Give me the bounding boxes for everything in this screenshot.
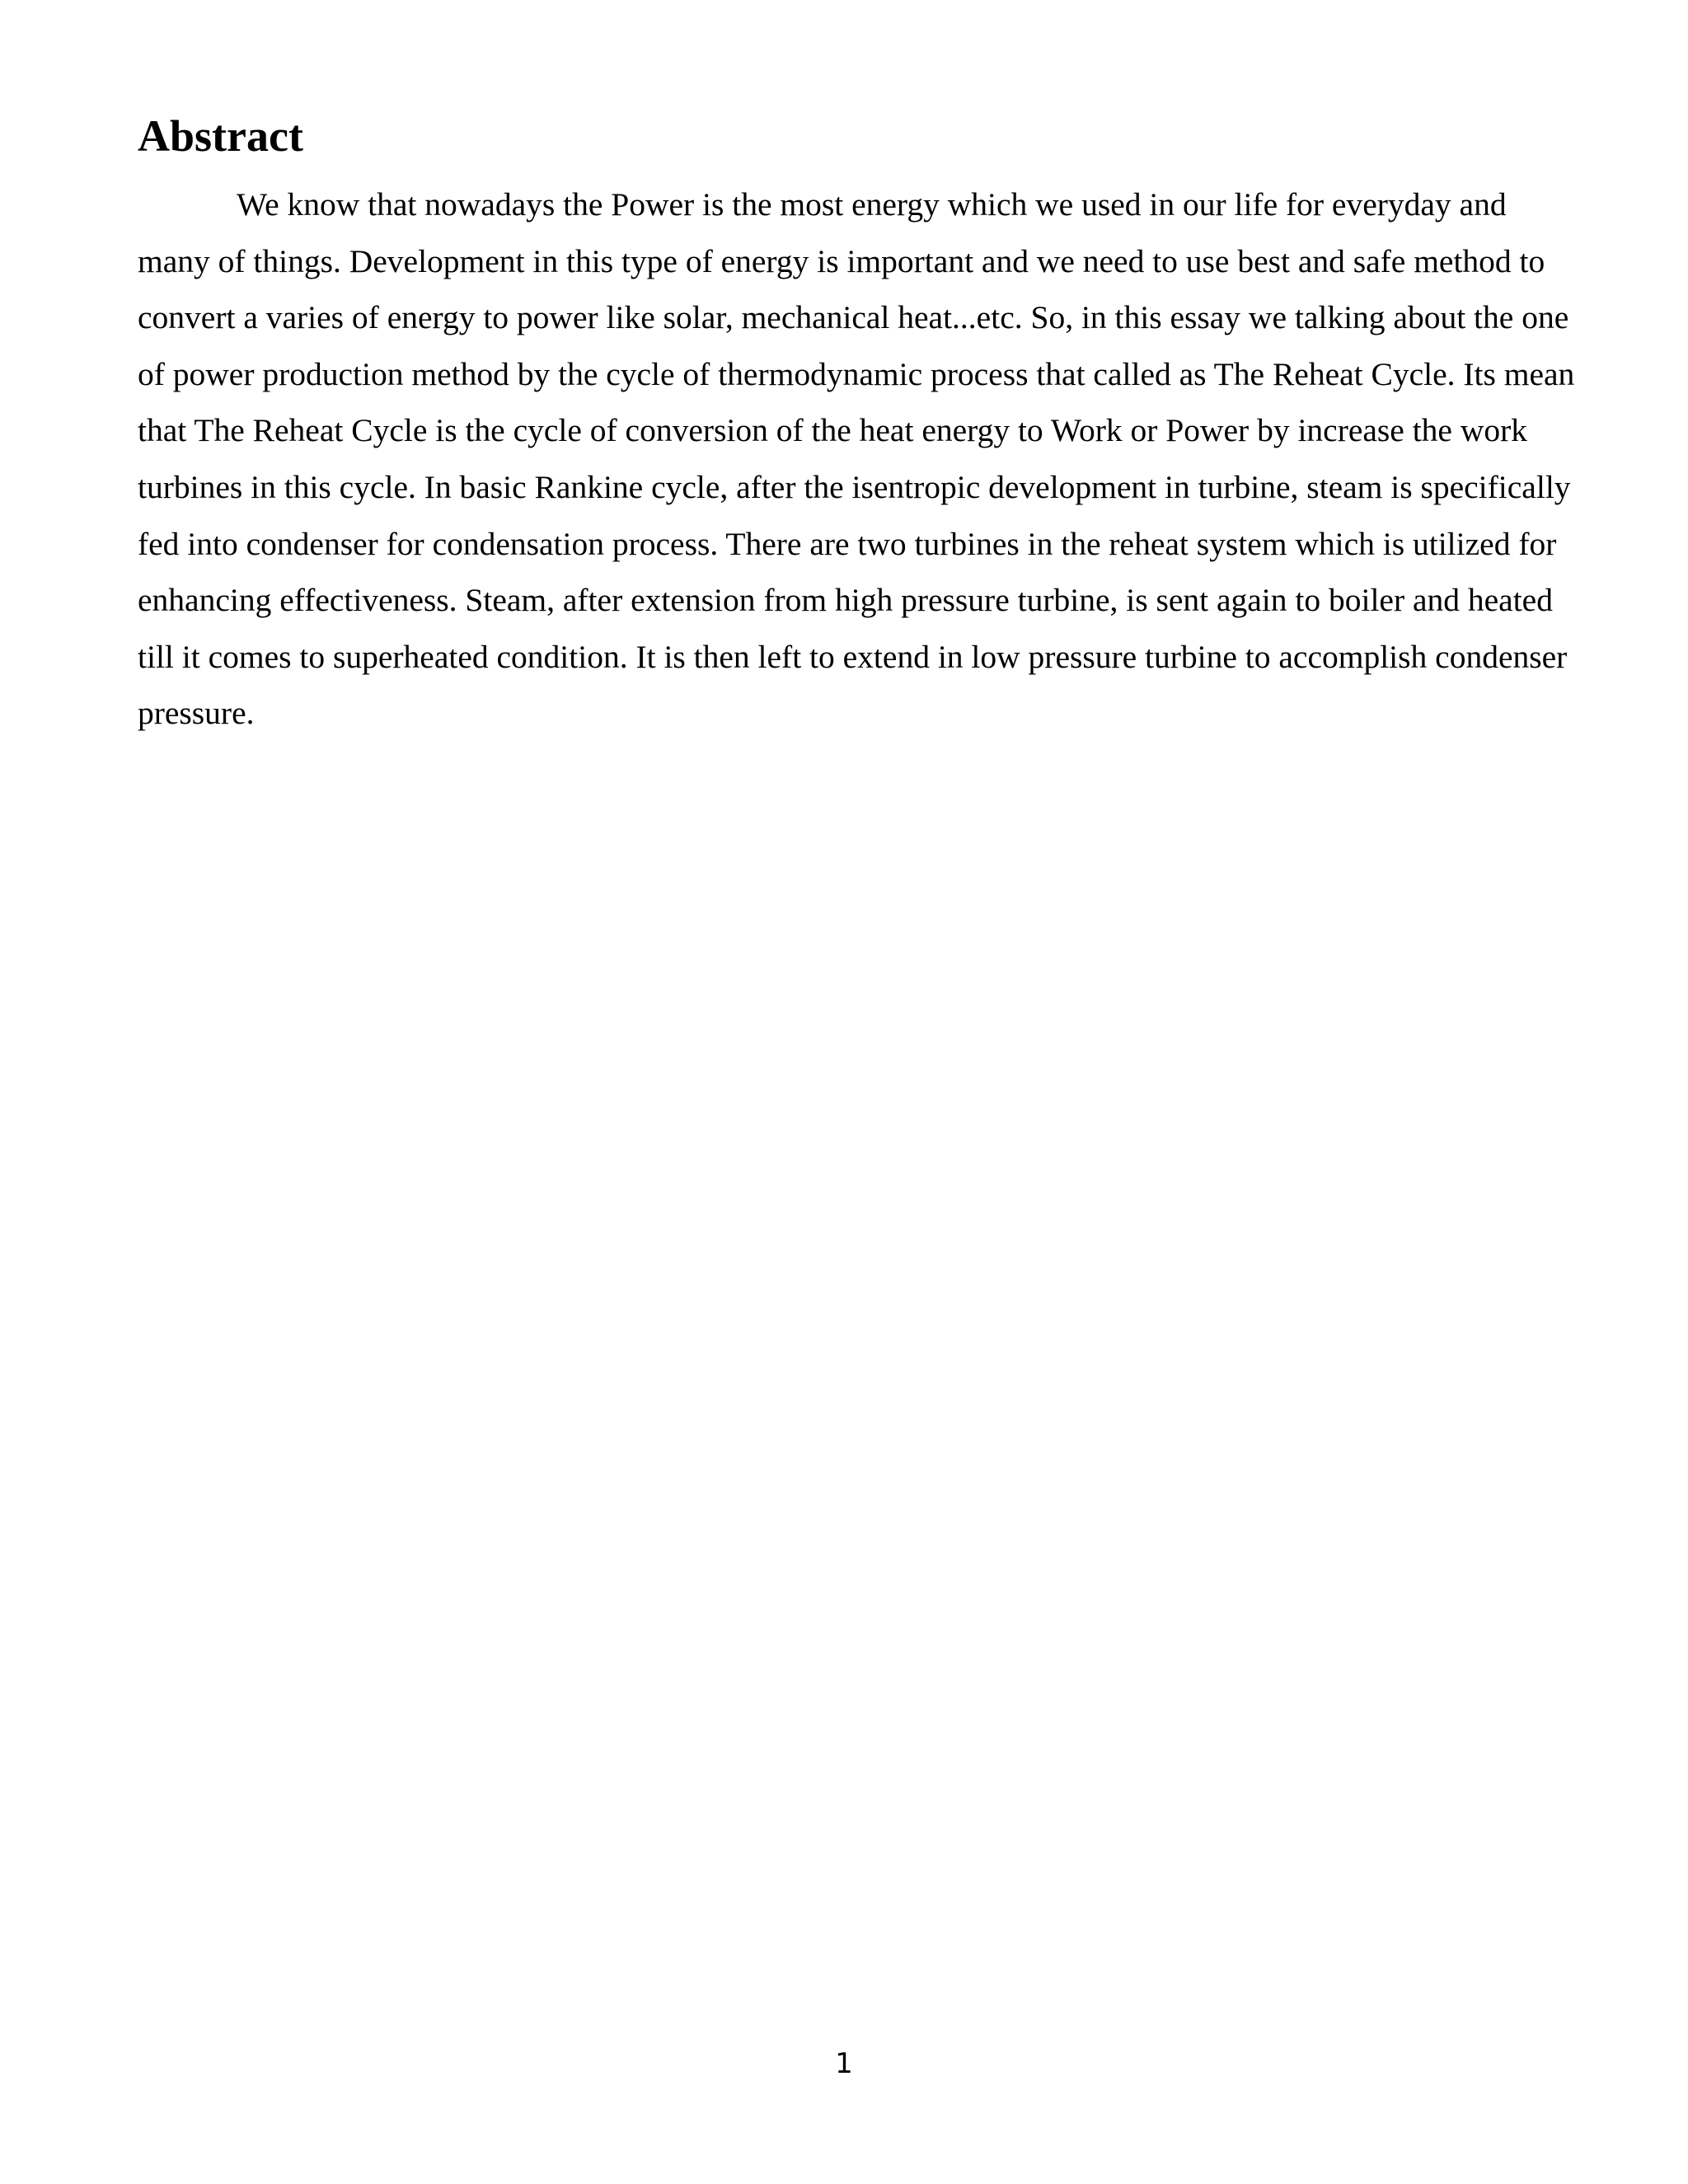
section-heading: Abstract [138,111,303,161]
page-number: 1 [835,2047,853,2080]
abstract-paragraph: We know that nowadays the Power is the most energy which we used in our life for everyday and many of things. Development in this type of energy is important and we need to use best and safe method to convert a varies of energy to power like solar, mechanical heat...etc. So, in this essay we talking about the one of power production method by the cycle of thermodynamic process that called as The Reheat Cycle. Its mean that The Reheat Cycle is the cycle of conversion of the heat energy to Work or Power by increase the work turbines in this cycle. In basic Rankine cycle, after the isentropic development in turbine, steam is specifically fed into condenser for condensation process. There are two turbines in the reheat system which is utilized for enhancing effectiveness. Steam, after extension from high pressure turbine, is sent again to boiler and heated till it comes to superheated condition. It is then left to extend in low pressure turbine to accomplish condenser pressure. [138,186,1575,732]
